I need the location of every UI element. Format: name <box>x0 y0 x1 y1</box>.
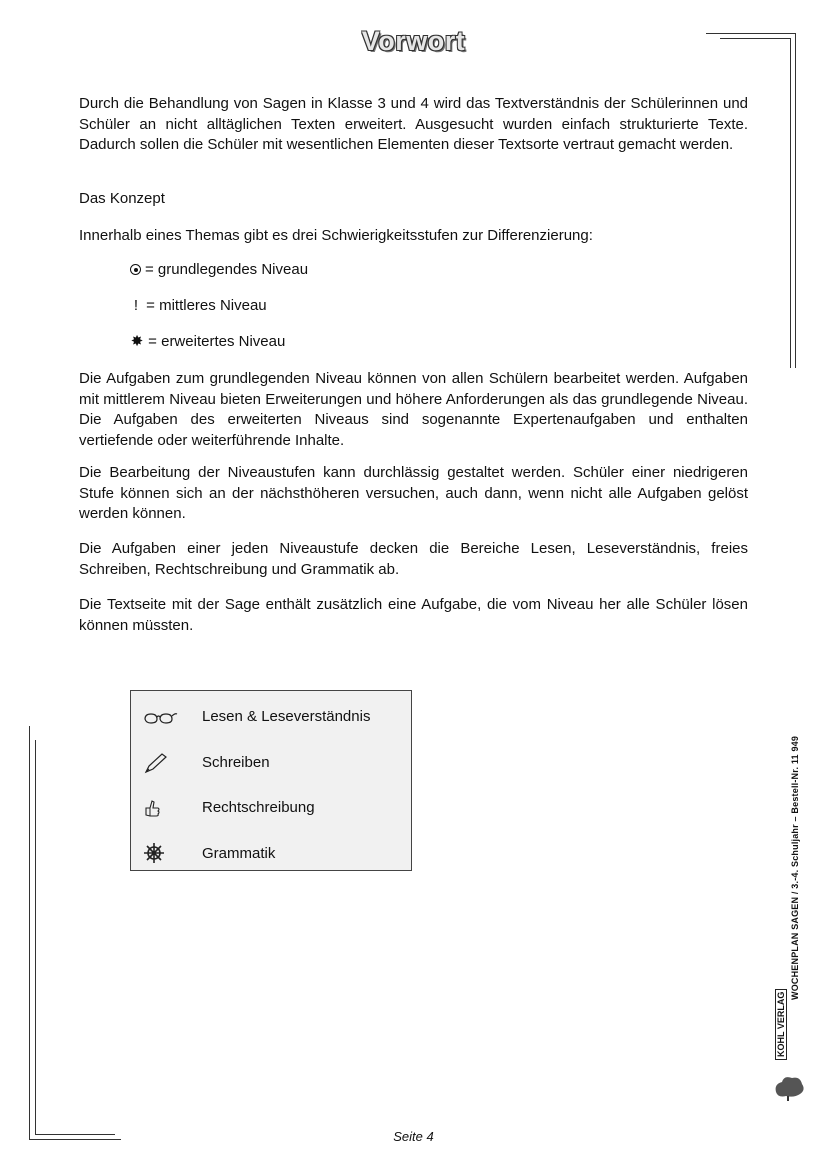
pointing-hand-icon <box>143 796 179 820</box>
legend-item-writing: Schreiben <box>131 751 411 775</box>
level-basic: = grundlegendes Niveau <box>130 260 308 280</box>
frame-top-right-h2 <box>720 38 790 39</box>
paragraph-basic-tasks: Die Aufgaben zum grundlegenden Niveau können von allen Schülern bearbeitet werden. Aufgaben mit mittlerem Niveau bieten Erweiterungen und höhere Anforderungen als das grundlegende Niveau. Die Aufgaben des erweiterten Niveaus sind sogenannte Expertenaufgaben und enthalten vertiefende oder weiterführende Inhalte. <box>79 370 748 449</box>
level-advanced: ✸ = erweitertes Niveau <box>130 333 286 350</box>
ship-wheel-icon <box>143 842 179 866</box>
glasses-icon <box>143 705 179 729</box>
star-burst-icon: ✸ <box>130 333 144 350</box>
frame-left-v2 <box>35 740 36 1135</box>
page-title: Vorwort <box>361 26 466 56</box>
frame-right-v1 <box>790 38 791 368</box>
frame-left-v1 <box>29 726 30 1140</box>
page-number: Seite 4 <box>393 1129 434 1144</box>
pen-icon <box>143 751 179 775</box>
frame-top-right-h <box>706 33 796 34</box>
level-medium: ! = mittleres Niveau <box>130 296 267 316</box>
legend-box <box>130 690 412 871</box>
circle-dot-icon <box>130 264 141 275</box>
legend-item-spelling: Rechtschreibung <box>131 796 411 820</box>
paragraph-areas: Die Aufgaben einer jeden Niveaustufe decken die Bereiche Lesen, Leseverständnis, freies Schreiben, Rechtschreibung und Grammatik ab. <box>79 540 748 578</box>
paragraph-permeability: Die Bearbeitung der Niveaustufen kann durchlässig gestaltet werden. Schüler einer niedrigeren Stufe können sich an der nächsthöheren versuchen, auch dann, wenn nicht alle Aufgaben gelöst werden können. <box>79 464 748 522</box>
levels-intro: Innerhalb eines Themas gibt es drei Schwierigkeitsstufen zur Differenzierung: <box>79 227 593 244</box>
publisher-tree-icon <box>772 1072 806 1102</box>
legend-item-grammar: Grammatik <box>131 842 411 866</box>
concept-heading: Das Konzept <box>79 190 165 207</box>
sidebar-order-info: WOCHENPLAN SAGEN / 3.-4. Schuljahr – Bestell-Nr. 11 949 <box>790 735 800 1000</box>
paragraph-text-page: Die Textseite mit der Sage enthält zusätzlich eine Aufgabe, die vom Niveau her alle Schüler lösen können müssten. <box>79 596 748 634</box>
publisher-logo: KOHL VERLAG <box>776 760 786 1060</box>
frame-right-v2 <box>795 33 796 368</box>
intro-paragraph: Durch die Behandlung von Sagen in Klasse 3 und 4 wird das Textverständnis der Schülerinnen und Schüler an nicht alltäglichen Texten erweitert. Ausgesucht wurden einfach strukturierte Texte. Dadurch sollen die Schüler mit wesentlichen Elementen dieser Textsorte vertraut gemacht werden. <box>79 95 748 153</box>
legend-item-reading: Lesen & Leseverständnis <box>131 705 411 729</box>
exclamation-icon: ! <box>133 297 139 314</box>
